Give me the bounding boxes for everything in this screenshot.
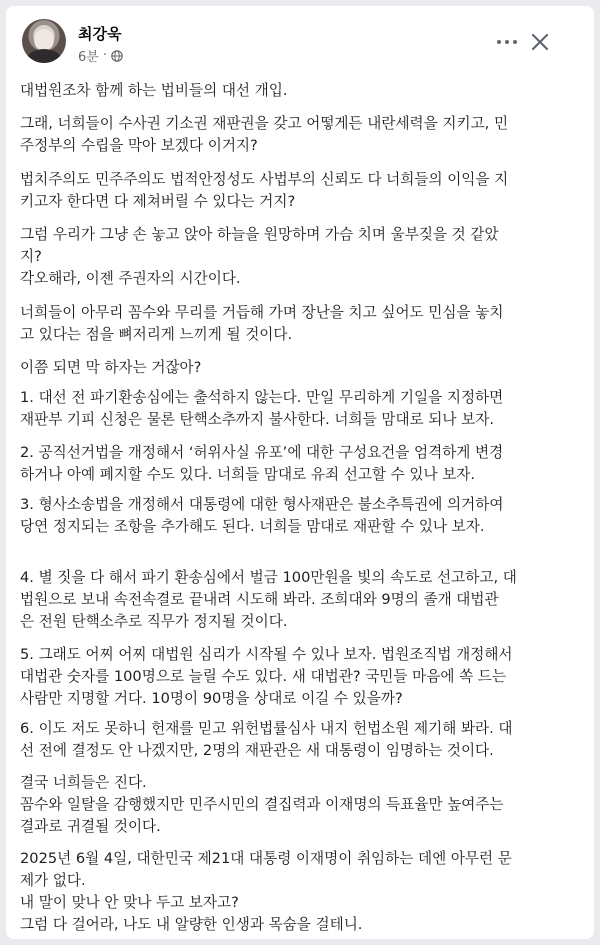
paragraph-3: 법치주의도 민주주의도 법적안정성도 사법부의 신뢰도 다 너희들의 이익을 지 키고자 한다면 다 제쳐버릴 수 있다는 거지? [20,171,509,210]
paragraph-2: 그래, 너희들이 수사권 기소권 재판권을 갖고 어떻게든 내란세력을 지키고, 민 주정부의 수립을 막아 보겠다 이거지? [20,115,509,154]
paragraph-5: 너희들이 아무리 꼼수와 무리를 거듭해 가며 장난을 치고 싶어도 민심을 놓치 고 있다는 점을 뼈저리게 느끼게 될 것이다. [20,304,504,343]
paragraph-13: 결국 너희들은 진다. 꼼수와 일탈을 감행했지만 민주시민의 결집력과 이재명의 득표율만 높여주는 결과로 귀결될 것이다. [20,774,504,835]
meta-separator: · [102,48,107,63]
paragraph-14: 2025년 6월 4일, 대한민국 제21대 대통령 이재명이 취임하는 데엔 아무런 문 제가 없다. 내 말이 맞나 안 맞나 두고 보자고? 그럼 다 걸어라, 나도 내 알량한 인생과 목숨을 걸테니. [20,850,512,933]
avatar[interactable] [22,19,66,63]
paragraph-1: 대법원조차 함께 하는 법비들의 대선 개입. [20,82,288,99]
paragraph-4: 그럼 우리가 그냥 손 놓고 앉아 하늘을 원망하며 가슴 치며 울부짖을 것 같았 지? 각오해라, 이젠 주권자의 시간이다. [20,226,499,287]
paragraph-11: 5. 그래도 어찌 어찌 대법원 심리가 시작될 수 있나 보자. 법원조직법 개정해서 대법관 숫자를 100명으로 늘릴 수도 있다. 새 대법관? 국민들 마음에 쏙 드는 사람만 지명할 거다. 10명이 90명을 상대로 이길 수 있을까? [20,646,513,707]
paragraph-6: 이쯤 되면 막 하자는 거잖아? [20,359,202,376]
post-meta [78,46,123,65]
author-name[interactable]: 최강욱 [78,25,122,43]
more-options-icon[interactable] [492,32,522,52]
paragraph-9: 3. 형사소송법을 개정해서 대통령에 대한 형사재판은 불소추특권에 의거하여 당연 정지되는 조항을 추가해도 된다. 너희들 맘대로 재판할 수 있나 보자. [20,496,504,535]
close-icon[interactable] [528,30,552,54]
paragraph-10: 4. 별 짓을 다 해서 파기 환송심에서 벌금 100만원을 빛의 속도로 선고하고, 대 법원으로 보내 속전속결로 끝내려 시도해 봐라. 조희대와 9명의 졸개 대법관 은 전원 탄핵소추로 직무가 정지될 것이다. [20,569,517,630]
paragraph-8: 2. 공직선거법을 개정해서 ‘허위사실 유포’에 대한 구성요건을 엄격하게 변경 하거나 아예 폐지할 수도 있다. 너희들 맘대로 유죄 선고할 수 있나 보자. [20,444,504,483]
post-header [6,6,594,76]
post-time[interactable]: 6분 [78,50,99,65]
post-card [6,6,594,939]
globe-icon [111,50,123,62]
avatar-body [26,49,62,63]
paragraph-12: 6. 이도 저도 못하니 헌재를 믿고 위헌법률심사 내지 헌법소원 제기해 봐라. 대 선 전에 결정도 안 나겠지만, 2명의 재판관은 새 대통령이 임명하는 것이다. [20,720,513,759]
paragraph-7: 1. 대선 전 파기환송심에는 출석하지 않는다. 만일 무리하게 기일을 지정하면 재판부 기피 신청은 물론 탄핵소추까지 불사한다. 너희들 맘대로 되나 보자. [20,389,504,428]
avatar-face [34,29,54,51]
